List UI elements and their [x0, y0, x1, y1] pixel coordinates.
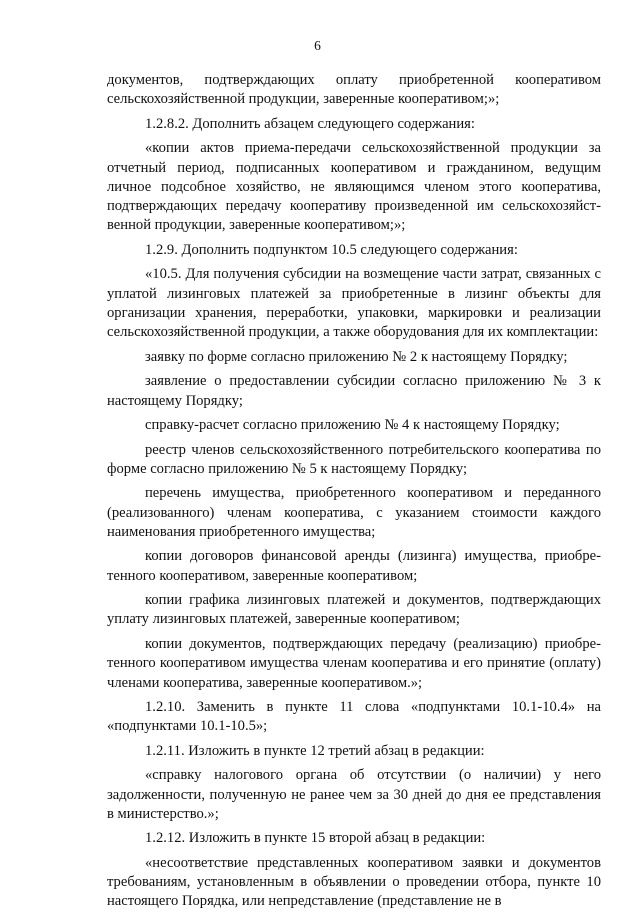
paragraph: «справку налогового органа об отсутствии (о наличии) у него задолженности, полученную не ранее чем за 30 дней до дня ее представления в министерство.»;: [107, 767, 601, 822]
page-number: 6: [314, 38, 321, 53]
document-body: [107, 71, 601, 917]
paragraph: справку-расчет согласно приложению № 4 к настоящему Порядку;: [145, 417, 560, 434]
paragraph: реестр членов сельскохозяйственного потребительского кооператива по форме согласно приложению № 5 к настоящему Порядку;: [107, 441, 601, 477]
paragraph: 1.2.12. Изложить в пункте 15 второй абзац в редакции:: [145, 830, 486, 847]
paragraph: заявку по форме согласно приложению № 2 к настоящему Порядку;: [145, 348, 568, 365]
paragraph: «несоответствие представленных кооперативом заявки и документов требованиям, установленным в объявлении о проведении отбора, пункте 10 настоящего Порядка, или непредставление (представление не в: [107, 854, 601, 910]
paragraph: копии документов, подтверждающих передачу (реализацию) приобретенного кооперативом имущества членам кооператива и его принятие (оплату) членами кооператива, заверенные кооперативом.»;: [107, 635, 601, 691]
paragraph: копии графика лизинговых платежей и документов, подтверждающих уплату лизинговых платежей, заверенные кооперативом;: [107, 592, 601, 628]
paragraph: заявление о предоставлении субсидии согласно приложению № 3 к настоящему Порядку;: [107, 373, 601, 409]
paragraph: копии договоров финансовой аренды (лизинга) имущества, приобретенного кооперативом, заверенные кооперативом;: [107, 548, 601, 584]
paragraph: 1.2.8.2. Дополнить абзацем следующего содержания:: [145, 115, 475, 132]
paragraph: документов, подтверждающих оплату приобретенной кооперативом сельскохозяйственной продукции, заверенные кооперативом;»;: [107, 72, 601, 108]
paragraph: «копии актов приема-передачи сельскохозяйственной продукции за отчетный период, подписанных кооперативом и гражданином, ведущим личное подсобное хозяйство, не являющимся членом этого кооператива, подтверждающих передачу кооперативу произведенной им сельскохозяйственной продукции, заверенные кооперативом;»;: [107, 140, 601, 234]
paragraph: «10.5. Для получения субсидии на возмещение части затрат, связанных с уплатой лизинговых платежей за приобретенные в лизинг объекты для организации хранения, переработки, упаковки, маркировки и реализации сельскохозяйственной продукции, а также оборудования для их комплектации:: [107, 266, 601, 341]
paragraph: 1.2.10. Заменить в пункте 11 слова «подпунктами 10.1-10.4» на «подпунктами 10.1-10.5»;: [107, 699, 601, 735]
paragraph: перечень имущества, приобретенного кооперативом и переданного (реализованного) членам кооператива, с указанием стоимости каждого наименования приобретенного имущества;: [107, 485, 601, 540]
paragraph: 1.2.9. Дополнить подпунктом 10.5 следующего содержания:: [145, 241, 518, 258]
paragraph: 1.2.11. Изложить в пункте 12 третий абзац в редакции:: [145, 742, 485, 759]
